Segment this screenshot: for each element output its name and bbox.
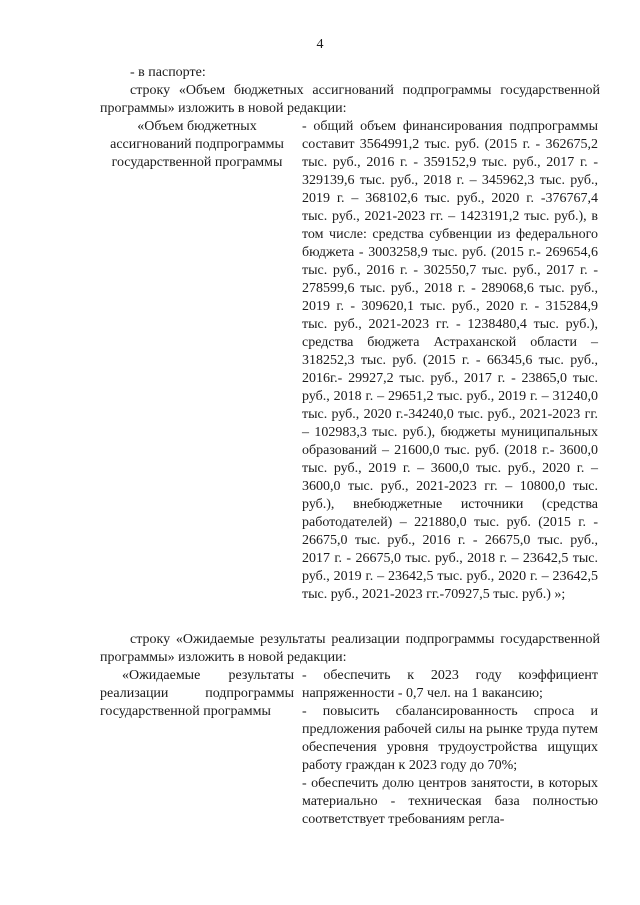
section2-item-1: - обеспечить к 2023 году коэффициент напряженности - 0,7 чел. на 1 вакансию; <box>302 668 598 701</box>
section2-value-list <box>302 667 598 829</box>
section1-label: «Объем бюджетных ассигнований подпрограммы государственной программы <box>110 119 284 170</box>
section2-label: «Ожидаемые результаты реализации подпрограммы государственной программы <box>100 668 294 719</box>
section2-heading: строку «Ожидаемые результаты реализации подпрограммы государственной программы» изложить в новой редакции: <box>100 632 600 665</box>
section1-heading: строку «Объем бюджетных ассигнований подпрограммы государственной программы» изложить в новой редакции: <box>100 83 600 116</box>
section2-item-3: - обеспечить долю центров занятости, в которых материально - техническая база полностью соответствует требованиям регла- <box>302 776 598 827</box>
page-number: 4 <box>316 37 324 52</box>
intro-line: - в паспорте: <box>130 65 206 80</box>
section1-value: - общий объем финансирования подпрограммы составит 3564991,2 тыс. руб. (2015 г. - 362675,2 тыс. руб., 2016 г. - 359152,9 тыс. руб., 2017 г. - 329139,6 тыс. руб., 2018 г. – 345962,3 тыс. руб., 2019 г. – 368102,6 тыс. руб., 2020 г. -376767,4 тыс. руб., 2021-2023 гг. – 1423191,2 тыс. руб.), в том числе: средства субвенции из федерального бюджета - 3003258,9 тыс. руб. (2015 г.- 269654,6 тыс. руб., 2016 г. - 302550,7 тыс. руб., 2017 г. - 278599,6 тыс. руб., 2018 г. - 289068,6 тыс. руб., 2019 г. - 309620,1 тыс. руб., 2020 г. - 315284,9 тыс. руб., 2021-2023 гг. - 1238480,4 тыс. руб.), средства бюджета Астраханской области – 318252,3 тыс. руб. (2015 г. - 66345,6 тыс. руб., 2016г.- 29927,2 тыс. руб., 2017 г. - 23865,0 тыс. руб., 2018 г. – 29651,2 тыс. руб., 2019 г. – 31240,0 тыс. руб., 2020 г.-34240,0 тыс. руб., 2021-2023 гг. – 102983,3 тыс. руб.), бюджеты муниципальных образований – 21600,0 тыс. руб. (2018 г.- 3600,0 тыс. руб., 2019 г. – 3600,0 тыс. руб., 2020 г. – 3600,0 тыс. руб., 2021-2023 гг. – 10800,0 тыс. руб.), внебюджетные источники (средства работодателей) – 221880,0 тыс. руб. (2015 г. - 26675,0 тыс. руб., 2016 г. - 26675,0 тыс. руб., 2017 г. - 26675,0 тыс. руб., 2018 г. – 23642,5 тыс. руб., 2019 г. – 23642,5 тыс. руб., 2020 г. – 23642,5 тыс. руб., 2021-2023 гг.-70927,5 тыс. руб.) »; <box>302 119 598 602</box>
section2-item-2: - повысить сбалансированность спроса и предложения рабочей силы на рынке труда путем обеспечения уровня трудоустройства ищущих работу граждан к 2023 году до 70%; <box>302 704 598 773</box>
